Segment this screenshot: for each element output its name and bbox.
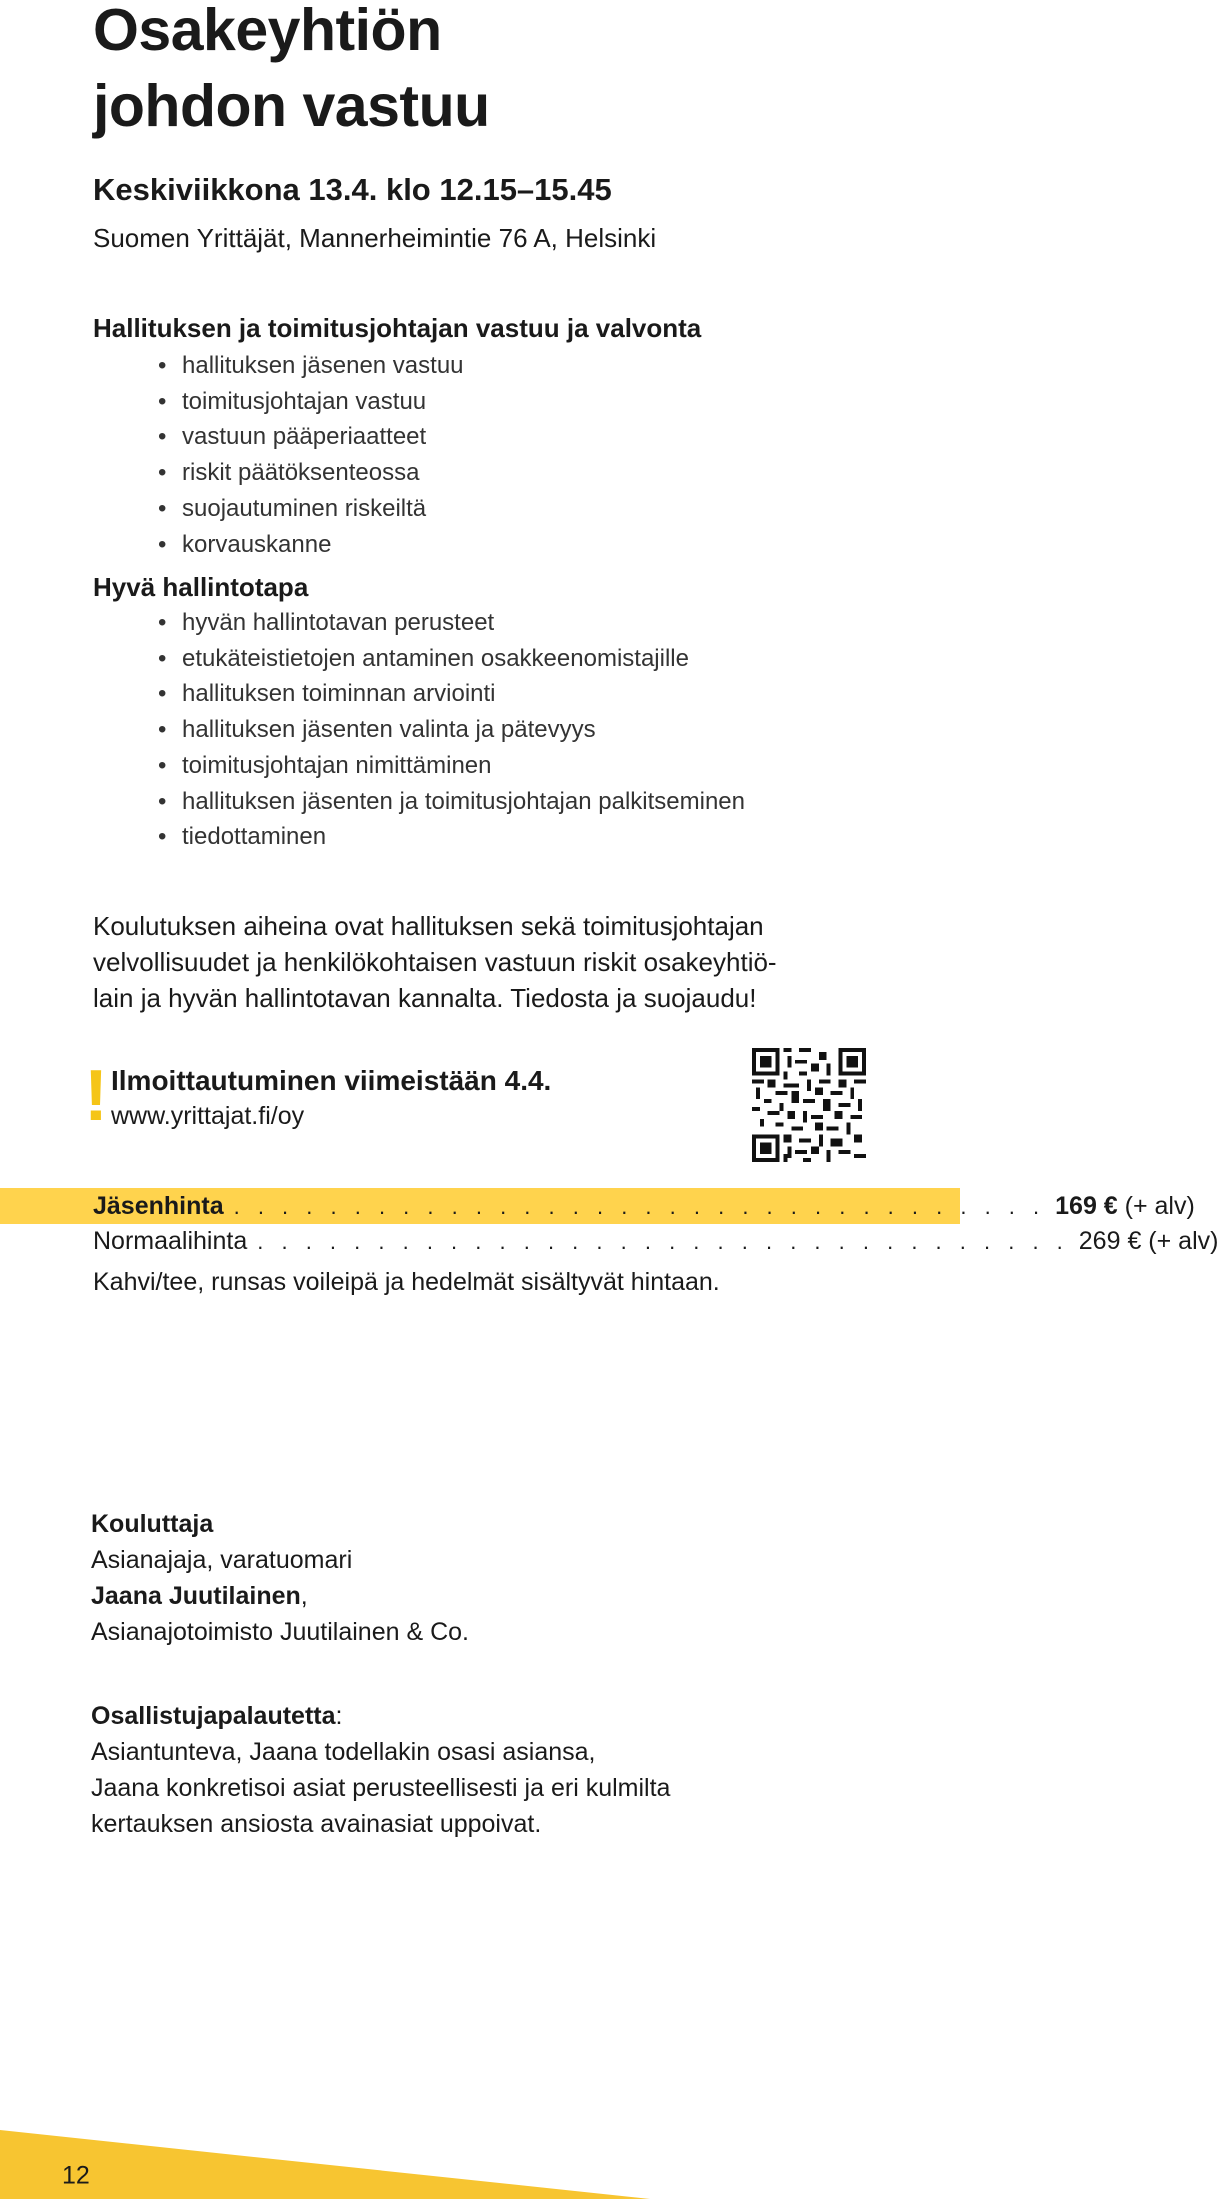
list-item: • hallituksen jäsenten valinta ja pätevyys	[182, 712, 745, 748]
description-line: velvollisuudet ja henkilökohtaisen vastuun riskit osakeyhtiö-	[93, 947, 777, 977]
event-venue: Suomen Yrittäjät, Mannerheimintie 76 A, Helsinki	[93, 223, 657, 253]
responsibility-list	[182, 348, 464, 562]
list-item: • vastuun pääperiaatteet	[182, 419, 464, 455]
trainer-name-suffix: ,	[300, 1582, 308, 1610]
trainer-name: Jaana Juutilainen	[91, 1582, 301, 1610]
member-price-amount: 169 €	[1055, 1192, 1118, 1220]
list-item: • hyvän hallintotavan perusteet	[182, 605, 745, 641]
feedback-line: kertauksen ansiosta avainasiat uppoivat.	[91, 1810, 542, 1838]
member-price-vat: (+ alv)	[1124, 1192, 1195, 1220]
feedback-heading-suffix: :	[335, 1702, 343, 1730]
title-line-1: Osakeyhtiön	[93, 0, 442, 63]
feedback-heading-line	[91, 1702, 342, 1731]
list-item: • toimitusjohtajan vastuu	[182, 384, 464, 420]
course-description	[93, 908, 777, 1016]
section-title-responsibility: Hallituksen ja toimitusjohtajan vastuu ja valvonta	[93, 313, 702, 343]
page-number: 12	[62, 2161, 90, 2190]
list-item: • etukäteistietojen antaminen osakkeenomistajille	[182, 641, 745, 677]
feedback-line: Jaana konkretisoi asiat perusteellisesti ja eri kulmilta	[91, 1774, 671, 1802]
trainer-role: Asianajaja, varatuomari	[91, 1546, 353, 1574]
registration-deadline: Ilmoittautuminen viimeistään 4.4.	[111, 1065, 552, 1096]
trainer-heading: Kouluttaja	[91, 1510, 214, 1538]
section-title-governance: Hyvä hallintotapa	[93, 572, 309, 602]
feedback-line: Asiantunteva, Jaana todellakin osasi asiansa,	[91, 1738, 596, 1766]
exclamation-icon: !	[84, 1056, 108, 1136]
normal-price-vat: (+ alv)	[1148, 1227, 1218, 1255]
qr-code[interactable]	[752, 1048, 866, 1162]
event-date: Keskiviikkona 13.4. klo 12.15–15.45	[93, 172, 612, 207]
list-item: • tiedottaminen	[182, 819, 745, 855]
list-item: • hallituksen jäsenten ja toimitusjohtajan palkitseminen	[182, 784, 745, 820]
catering-note: Kahvi/tee, runsas voileipä ja hedelmät sisältyvät hintaan.	[93, 1268, 720, 1296]
title-line-2: johdon vastuu	[93, 73, 490, 139]
member-price-value	[1055, 1189, 1195, 1223]
list-item: • hallituksen toiminnan arviointi	[182, 676, 745, 712]
leader-dots: . . . . . . . . . . . . . . . . . . . . . . . . . . . . . . . . . .	[257, 1229, 1069, 1254]
normal-price-value	[1079, 1224, 1218, 1258]
feedback-heading: Osallistujapalautetta	[91, 1702, 336, 1730]
normal-price-amount: 269 €	[1078, 1227, 1142, 1255]
trainer-name-line	[91, 1582, 308, 1611]
list-item: • riskit päätöksenteossa	[182, 455, 464, 491]
normal-price-label: Normaalihinta	[93, 1227, 248, 1255]
member-price-label: Jäsenhinta	[93, 1192, 224, 1220]
page-title	[93, 0, 490, 144]
trainer-office: Asianajotoimisto Juutilainen & Co.	[91, 1618, 469, 1646]
list-item: • suojautuminen riskeiltä	[182, 491, 464, 527]
registration-link[interactable]: www.yrittajat.fi/oy	[111, 1102, 305, 1130]
normal-price-row	[93, 1224, 1218, 1258]
list-item: • hallituksen jäsenen vastuu	[182, 348, 464, 384]
governance-list	[182, 605, 745, 855]
list-item: • toimitusjohtajan nimittäminen	[182, 748, 745, 784]
leader-dots: . . . . . . . . . . . . . . . . . . . . . . . . . . . . . . . . . .	[233, 1194, 1046, 1219]
footer-accent-band	[0, 2080, 960, 2199]
list-item: • korvauskanne	[182, 527, 464, 563]
member-price-row	[93, 1189, 1195, 1223]
description-line: lain ja hyvän hallintotavan kannalta. Tiedosta ja suojaudu!	[93, 983, 757, 1013]
description-line: Koulutuksen aiheina ovat hallituksen sekä toimitusjohtajan	[93, 911, 764, 941]
